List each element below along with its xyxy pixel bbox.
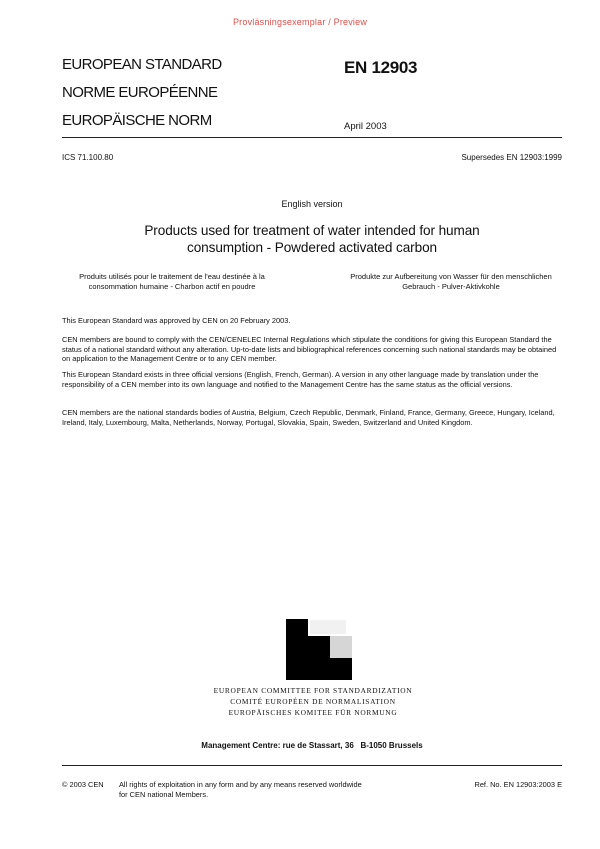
committee-name-de: EUROPÄISCHES KOMITEE FÜR NORMUNG <box>228 708 398 717</box>
cen-logo-middle <box>308 636 330 680</box>
ics-code: ICS 71.100.80 <box>62 153 114 162</box>
cen-logo-faint-top <box>310 620 346 634</box>
header-european-standard: EUROPEAN STANDARD <box>62 56 222 73</box>
versions-paragraph: This European Standard exists in three official versions (English, French, German). A version in any other language made by translation under the responsibility of a CEN member into its own language and notified to the Management Centre has the same status as the official versions. <box>62 370 539 389</box>
document-title: Products used for treatment of water intended for human consumption - Powdered activated carbon <box>144 223 480 255</box>
header-rule <box>62 137 562 138</box>
reference-number: Ref. No. EN 12903:2003 E <box>474 780 562 789</box>
compliance-paragraph: CEN members are bound to comply with the CEN/CENELEC Internal Regulations which stipulate the conditions for giving this European Standard the status of a national standard without any alteration. Up-to-date lists and bibliographical references concerning such national standards may be obtained on application to the Management Centre or to any CEN member. <box>62 335 557 364</box>
management-centre-street: Management Centre: rue de Stassart, 36 <box>201 741 354 750</box>
copyright: © 2003 CEN <box>62 780 104 789</box>
standard-number: EN 12903 <box>344 58 418 77</box>
supersedes-note: Supersedes EN 12903:1999 <box>461 153 562 162</box>
header-norme-europeenne: NORME EUROPÉENNE <box>62 84 218 101</box>
approval-paragraph: This European Standard was approved by CEN on 20 February 2003. <box>62 316 291 325</box>
title-german: Produkte zur Aufbereitung von Wasser für den menschlichen Gebrauch - Pulver-Aktivkohle <box>350 272 552 291</box>
committee-name-en: EUROPEAN COMMITTEE FOR STANDARDIZATION <box>213 686 413 695</box>
language-version: English version <box>281 199 343 209</box>
committee-name-fr: COMITÉ EUROPÉEN DE NORMALISATION <box>230 697 396 706</box>
header-europaische-norm: EUROPÄISCHE NORM <box>62 112 212 129</box>
cen-logo-light-block <box>330 636 352 658</box>
rights-notice: All rights of exploitation in any form and by any means reserved worldwide for CEN national Members. <box>119 780 362 799</box>
publication-date: April 2003 <box>344 121 387 132</box>
cen-logo-corner <box>330 658 352 680</box>
preview-watermark: Provläsningsexemplar / Preview <box>232 17 368 27</box>
cen-logo <box>286 619 308 636</box>
footer-rule <box>62 765 562 766</box>
cen-logo-lower <box>286 636 308 680</box>
title-french: Produits utilisés pour le traitement de l'eau destinée à la consommation humaine - Charbon actif en poudre <box>79 272 265 291</box>
members-paragraph: CEN members are the national standards bodies of Austria, Belgium, Czech Republic, Denmark, Finland, France, Germany, Greece, Hungary, Iceland, Ireland, Italy, Luxembourg, Malta, Netherlands, Norway, Portugal, Slovakia, Spain, Sweden, Switzerland and United Kingdom. <box>62 408 555 427</box>
management-centre-address <box>0 741 600 750</box>
management-centre-city: B-1050 Brussels <box>360 741 423 750</box>
